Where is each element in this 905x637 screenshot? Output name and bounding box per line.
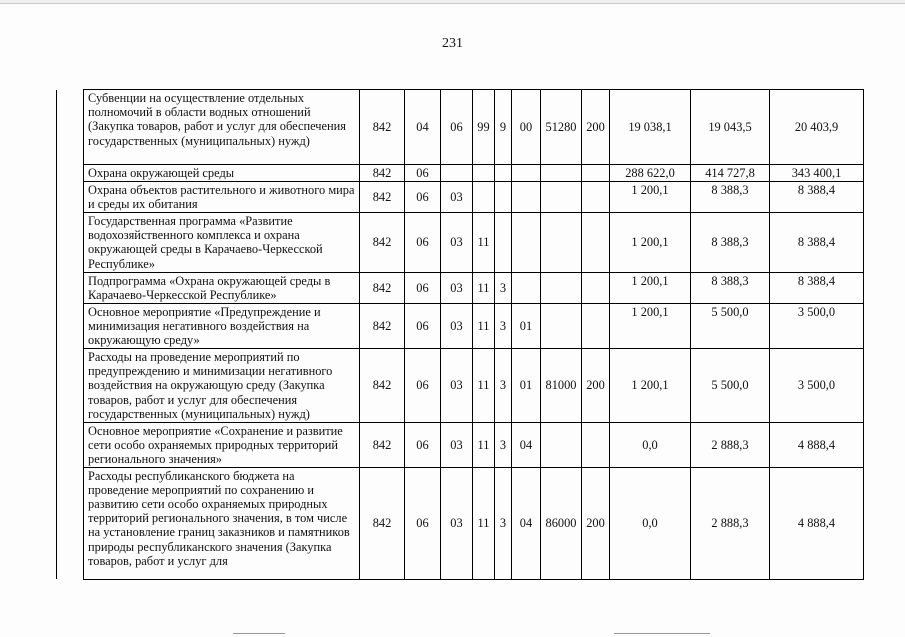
amount-year-3: 20 403,9 — [770, 90, 864, 165]
amount-year-3: 8 388,4 — [770, 273, 864, 304]
section-code: 06 — [405, 423, 441, 468]
section-code: 06 — [405, 182, 441, 213]
expense-type-code: 200 — [582, 90, 610, 165]
ved-code: 842 — [360, 304, 405, 349]
bottom-rule-right — [614, 633, 710, 634]
budget-table — [56, 89, 864, 580]
direction-code — [541, 273, 582, 304]
direction-code — [541, 423, 582, 468]
section-code: 06 — [405, 273, 441, 304]
subprogram-code: 9 — [495, 90, 512, 165]
row-name: Расходы на проведение мероприятий по предупреждению и минимизации негативного воздействия на окружающую среду (Закупка товаров, работ и услуг для обеспечения государственных (муниципальных) нужд) — [84, 349, 360, 423]
program-code: 11 — [473, 273, 495, 304]
measure-code: 04 — [512, 467, 541, 579]
measure-code — [512, 213, 541, 273]
subprogram-code — [495, 213, 512, 273]
subsection-code: 03 — [441, 467, 473, 579]
row-indent — [57, 165, 84, 182]
program-code — [473, 165, 495, 182]
section-code: 06 — [405, 349, 441, 423]
ved-code: 842 — [360, 467, 405, 579]
expense-type-code — [582, 273, 610, 304]
row-indent — [57, 467, 84, 579]
program-code: 11 — [473, 349, 495, 423]
direction-code — [541, 304, 582, 349]
amount-year-2: 2 888,3 — [691, 467, 770, 579]
table-row — [57, 423, 864, 468]
subsection-code: 03 — [441, 304, 473, 349]
amount-year-2: 5 500,0 — [691, 304, 770, 349]
ved-code: 842 — [360, 423, 405, 468]
program-code: 11 — [473, 467, 495, 579]
amount-year-1: 1 200,1 — [610, 349, 691, 423]
row-indent — [57, 90, 84, 165]
row-indent — [57, 182, 84, 213]
amount-year-2: 2 888,3 — [691, 423, 770, 468]
expense-type-code — [582, 182, 610, 213]
measure-code — [512, 273, 541, 304]
subprogram-code: 3 — [495, 423, 512, 468]
amount-year-2: 19 043,5 — [691, 90, 770, 165]
amount-year-1: 0,0 — [610, 467, 691, 579]
subprogram-code: 3 — [495, 304, 512, 349]
bottom-rule-left — [233, 633, 285, 634]
direction-code — [541, 165, 582, 182]
table-row — [57, 467, 864, 579]
row-name: Субвенции на осуществление отдельных полномочий в области водных отношений (Закупка товаров, работ и услуг для обеспечения государственных (муниципальных) нужд) — [84, 90, 360, 165]
subprogram-code: 3 — [495, 273, 512, 304]
subsection-code: 03 — [441, 423, 473, 468]
measure-code — [512, 165, 541, 182]
amount-year-1: 288 622,0 — [610, 165, 691, 182]
amount-year-2: 5 500,0 — [691, 349, 770, 423]
scan-edge — [0, 0, 905, 4]
subsection-code: 03 — [441, 213, 473, 273]
table-row — [57, 304, 864, 349]
subsection-code: 03 — [441, 273, 473, 304]
subsection-code: 03 — [441, 349, 473, 423]
row-indent — [57, 273, 84, 304]
amount-year-3: 4 888,4 — [770, 467, 864, 579]
row-name: Подпрограмма «Охрана окружающей среды в Карачаево-Черкесской Республике» — [84, 273, 360, 304]
section-code: 04 — [405, 90, 441, 165]
program-code — [473, 182, 495, 213]
row-indent — [57, 304, 84, 349]
table-row — [57, 213, 864, 273]
expense-type-code — [582, 423, 610, 468]
measure-code — [512, 182, 541, 213]
direction-code: 51280 — [541, 90, 582, 165]
subsection-code: 03 — [441, 182, 473, 213]
subprogram-code: 3 — [495, 349, 512, 423]
amount-year-1: 1 200,1 — [610, 304, 691, 349]
row-indent — [57, 423, 84, 468]
amount-year-3: 3 500,0 — [770, 304, 864, 349]
expense-type-code: 200 — [582, 349, 610, 423]
amount-year-3: 8 388,4 — [770, 213, 864, 273]
ved-code: 842 — [360, 349, 405, 423]
amount-year-3: 8 388,4 — [770, 182, 864, 213]
amount-year-2: 8 388,3 — [691, 213, 770, 273]
row-name: Основное мероприятие «Предупреждение и минимизация негативного воздействия на окружающую среду» — [84, 304, 360, 349]
section-code: 06 — [405, 165, 441, 182]
measure-code: 01 — [512, 349, 541, 423]
table-row — [57, 182, 864, 213]
row-name: Охрана объектов растительного и животного мира и среды их обитания — [84, 182, 360, 213]
amount-year-3: 3 500,0 — [770, 349, 864, 423]
measure-code: 00 — [512, 90, 541, 165]
subsection-code: 06 — [441, 90, 473, 165]
row-indent — [57, 349, 84, 423]
table-row — [57, 349, 864, 423]
ved-code: 842 — [360, 90, 405, 165]
program-code: 11 — [473, 213, 495, 273]
row-name: Расходы республиканского бюджета на проведение мероприятий по сохранению и развитию сети особо охраняемых природных территорий регионального значения, в том числе на установление границ заказников и памятников природы республиканского значения (Закупка товаров, работ и услуг для — [84, 467, 360, 579]
direction-code — [541, 182, 582, 213]
measure-code: 01 — [512, 304, 541, 349]
ved-code: 842 — [360, 182, 405, 213]
ved-code: 842 — [360, 273, 405, 304]
row-name: Государственная программа «Развитие водохозяйственного комплекса и охрана окружающей среды в Карачаево-Черкесской Республике» — [84, 213, 360, 273]
subprogram-code — [495, 165, 512, 182]
program-code: 99 — [473, 90, 495, 165]
section-code: 06 — [405, 467, 441, 579]
amount-year-2: 8 388,3 — [691, 182, 770, 213]
row-name: Основное мероприятие «Сохранение и развитие сети особо охраняемых природных территорий регионального значения» — [84, 423, 360, 468]
amount-year-3: 343 400,1 — [770, 165, 864, 182]
section-code: 06 — [405, 304, 441, 349]
table-row — [57, 90, 864, 165]
ved-code: 842 — [360, 165, 405, 182]
row-indent — [57, 213, 84, 273]
expense-type-code — [582, 165, 610, 182]
expense-type-code — [582, 213, 610, 273]
table-row — [57, 165, 864, 182]
section-code: 06 — [405, 213, 441, 273]
amount-year-3: 4 888,4 — [770, 423, 864, 468]
amount-year-2: 8 388,3 — [691, 273, 770, 304]
amount-year-1: 19 038,1 — [610, 90, 691, 165]
measure-code: 04 — [512, 423, 541, 468]
direction-code — [541, 213, 582, 273]
amount-year-1: 1 200,1 — [610, 273, 691, 304]
program-code: 11 — [473, 423, 495, 468]
row-name: Охрана окружающей среды — [84, 165, 360, 182]
amount-year-2: 414 727,8 — [691, 165, 770, 182]
expense-type-code: 200 — [582, 467, 610, 579]
direction-code: 86000 — [541, 467, 582, 579]
subprogram-code — [495, 182, 512, 213]
program-code: 11 — [473, 304, 495, 349]
subprogram-code: 3 — [495, 467, 512, 579]
direction-code: 81000 — [541, 349, 582, 423]
table-row — [57, 273, 864, 304]
ved-code: 842 — [360, 213, 405, 273]
subsection-code — [441, 165, 473, 182]
amount-year-1: 1 200,1 — [610, 182, 691, 213]
page-number: 231 — [442, 36, 463, 51]
expense-type-code — [582, 304, 610, 349]
table-body — [57, 90, 864, 580]
amount-year-1: 1 200,1 — [610, 213, 691, 273]
amount-year-1: 0,0 — [610, 423, 691, 468]
